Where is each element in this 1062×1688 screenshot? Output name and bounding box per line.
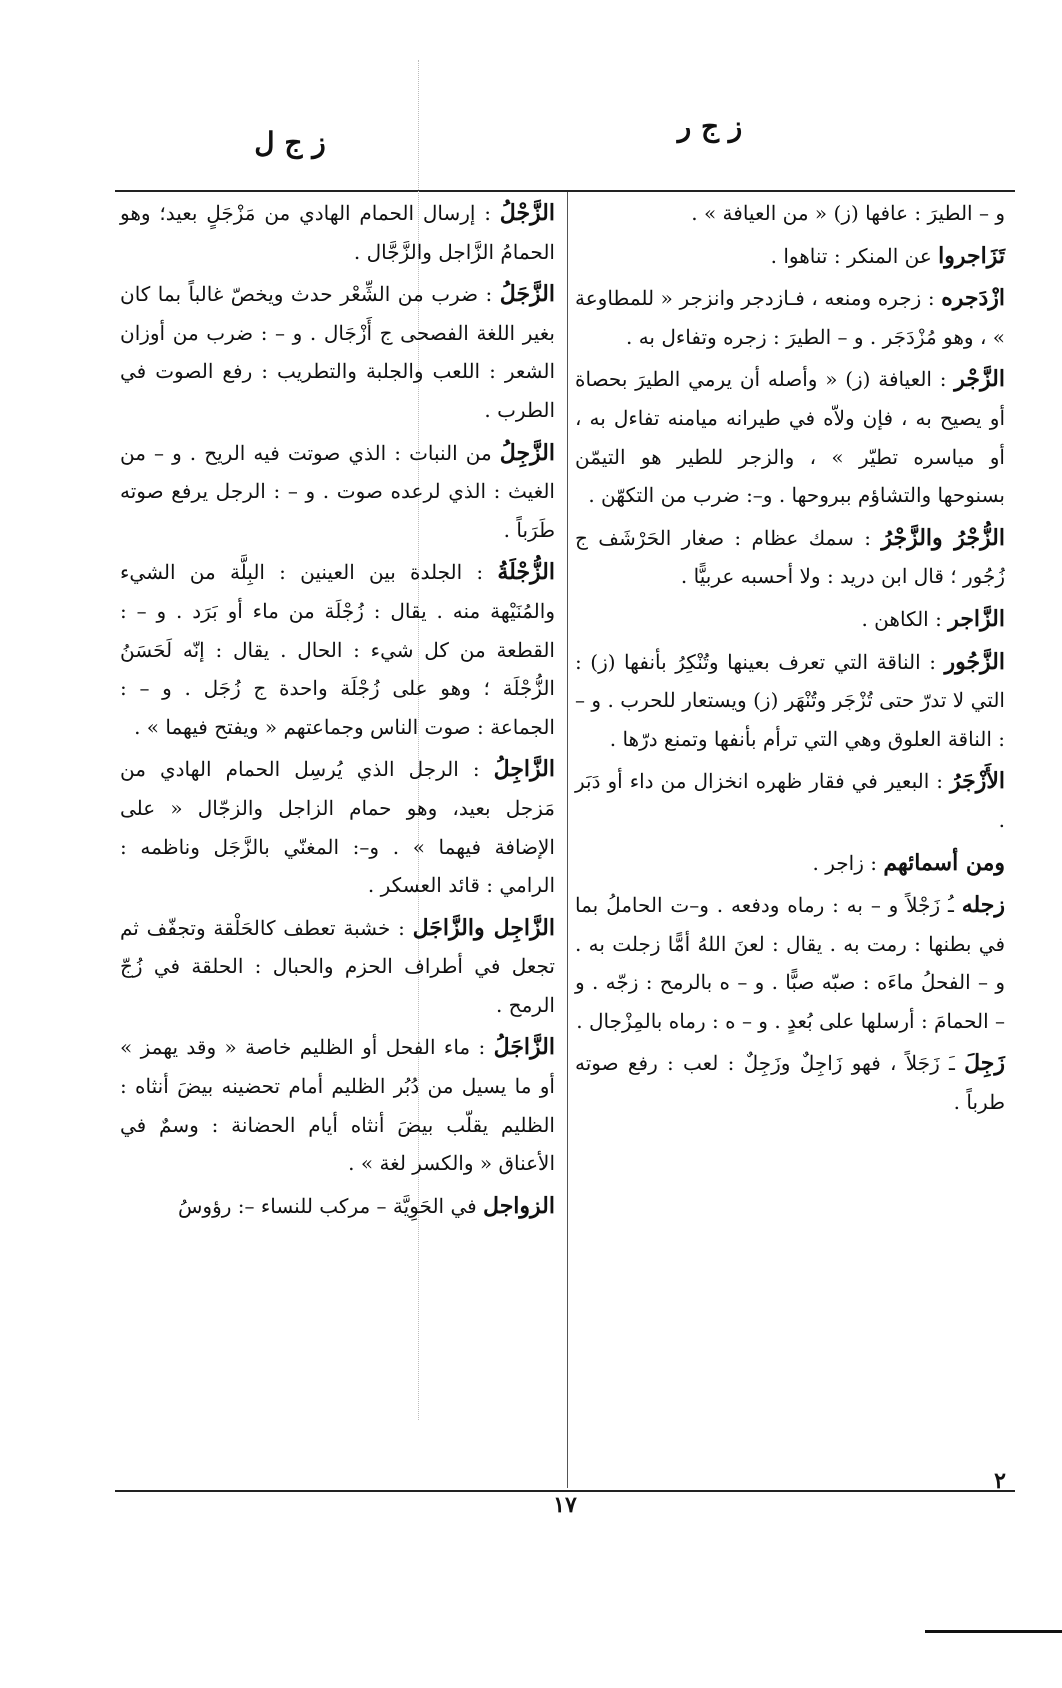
headword: الزَّاجر: [948, 605, 1005, 632]
headword: الزَّجَلُ: [499, 281, 555, 308]
definition: : البعير في فقار ظهره انخزال من داء أو دَبَر .: [575, 769, 1005, 832]
entry: [575, 279, 1005, 356]
headword: الزُّجْلَةُ: [497, 559, 555, 586]
definition: ـُ زَجْلاً و – به : رماه ودفعه . و–ت الحاملُ بما في بطنها : رمت به . يقال : لعنَ اللهُ أمًّا زجلت به . و – الفحلُ ماءَه : صبّه صبًّا . و – ه بالرمح : زجّه . و – الحمامَ : أرسلها على بُعدٍ . و – ه : رماه بالمِزْجال .: [575, 893, 1005, 1033]
definition: : سمك عظام : صغار الحَرْشَف ج زُجُور ؛ قال ابن دريد : ولا أحسبه عربيًّا .: [575, 525, 1005, 589]
definition: : الكاهن .: [861, 606, 949, 631]
entry: [575, 762, 1005, 839]
entry: [575, 360, 1005, 514]
definition: : خشبة تعطف كالحَلْقة وتجفّف ثم تجعل في أطراف الحزم والحبال : الحلقة في زُجّ الرمح .: [120, 915, 555, 1017]
entry: [575, 844, 1005, 883]
definition: : الجلدة بين العينين : البِلَّة من الشيء والمُنَيْهة منه . يقال : زُجْلَة من ماء أو بَرَد . و – : القطعة من كل شيء : الحال . يقال : إنّه لَحَسَنُ الزُّجْلَة ؛ وهو على زُجْلَة واحدة ج زُجَل . و – : الجماعة : صوت الناس وجماعتهم « ويفتح فيهما » .: [120, 560, 555, 739]
headword: الزَّجُور: [944, 648, 1005, 675]
headword: الأَزْجَرُ: [949, 768, 1005, 795]
definition: : زجره ومنعه ، فـازدجر وانزجر « للمطاوعة » ، وهو مُزْدَجَر . و – الطيرَ : زجره وتفاءل به .: [575, 286, 1005, 349]
entry: [120, 194, 555, 271]
definition: : ضرب من الشِّعْر حدث ويخصّ غالباً بما كان بغير اللغة الفصحى ج أَزْجَال . و – : ضرب من أوزان الشعر : اللعب والجلبة والتطريب : رفع الصوت في الطرب .: [120, 282, 555, 422]
page-number-right: ٢: [994, 1468, 1006, 1494]
headword: الزَّاجِل والزَّاجَل: [412, 914, 556, 941]
left-column: [120, 194, 555, 1229]
headword: الزواجل: [483, 1192, 555, 1219]
headword: الزَّجِلُ: [499, 439, 555, 466]
headword: تَزَاجروا: [938, 242, 1005, 269]
headword: الزَّاجَلُ: [493, 1034, 555, 1061]
entry: [120, 909, 555, 1025]
entry: [120, 1187, 555, 1226]
definition: : زاجر .: [812, 850, 884, 875]
headword: زَجِلَ: [964, 1050, 1005, 1077]
entry: [120, 1028, 555, 1182]
entry: [575, 1044, 1005, 1121]
page-number-left: ١٧: [553, 1492, 577, 1518]
definition: ـَ زَجَلاً ، فهو زَاجِلٌ وزَجِلٌ : لعب : رفع صوته طرباً .: [575, 1051, 1005, 1115]
definition: و – الطيرَ : عافها (ز) « من العيافة » .: [691, 201, 1005, 225]
definition: : الناقة التي تعرف بعينها وتُنْكِرُ بأنفها (ز) : التي لا تدرّ حتى تُزْجَر وتُنْهَر (ز) ويستعار للحرب . و – : الناقة العلوق وهي التي ترأم بأنفها وتمنع درّها .: [575, 649, 1005, 751]
headword: الزَّجْلُ: [499, 200, 555, 226]
headword: ومن أسمائهم: [883, 849, 1005, 876]
root-header-left: ز ج ل: [254, 126, 326, 159]
entry: [120, 434, 555, 550]
headword: الزَّاجِلُ: [493, 756, 555, 783]
definition: في الحَوِيَّة – مركب للنساء –: رؤوسُ: [178, 1193, 484, 1218]
definition: : ماء الفحل أو الظليم خاصة « وقد يهمز » أو ما يسيل من دُبُر الظليم أمام تحضينه بيضَ أنثاه : الظليم يقلّب بيضَ أنثاه أيام الحضانة : وسمٌ في الأعناق « والكسر لغة » .: [120, 1035, 555, 1176]
definition: من النبات : الذي صوتت فيه الريح . و – من الغيث : الذي لرعده صوت . و – : الرجل يرفع صوته طَرَباً .: [120, 440, 555, 542]
definition: : إرسال الحمام الهادي من مَزْجَلٍ بعيد؛ وهو الحمامُ الزَّاجل والزَّجَّال .: [120, 201, 555, 264]
entry: [575, 643, 1005, 759]
entry: [575, 194, 1005, 233]
right-column: [575, 194, 1005, 1126]
entry: [575, 519, 1005, 596]
definition: عن المنكر : تناهوا .: [770, 243, 939, 268]
headword: ازْدَجره: [941, 285, 1005, 312]
definition: : العيافة (ز) « وأصله أن يرمي الطيرَ بحصاة أو يصيح به ، فإن ولاّه في طيرانه ميامنه تفاءل به ، أو مياسره تطيّر » ، والزجر للطير هو التيمّن بسنوحها والتشاؤم ببروحها . و–: ضرب من التكهّن .: [575, 367, 1005, 508]
entry: [120, 553, 555, 746]
entry: [120, 750, 555, 904]
entry: [575, 886, 1005, 1040]
definition: : الرجل الذي يُرسِل الحمام الهادي من مَزجل بعيد، وهو حمام الزاجل والزجّال « على الإضافة فيهما » . و–: المغنّي بالزَّجَل وناظمه : الرامي : قائد العسكر .: [120, 757, 555, 898]
column-divider: [567, 192, 568, 1488]
headword: الزَّجْر: [954, 366, 1005, 393]
entry: [575, 237, 1005, 276]
headword: زجله: [961, 892, 1005, 919]
headword: الزُّجْرُ والزَّجْرُ: [881, 524, 1005, 551]
entry: [575, 600, 1005, 639]
root-header-right: ز ج ر: [677, 110, 743, 143]
scan-edge-mark: [925, 1630, 1062, 1633]
entry: [120, 275, 555, 429]
top-rule: [115, 190, 1015, 192]
